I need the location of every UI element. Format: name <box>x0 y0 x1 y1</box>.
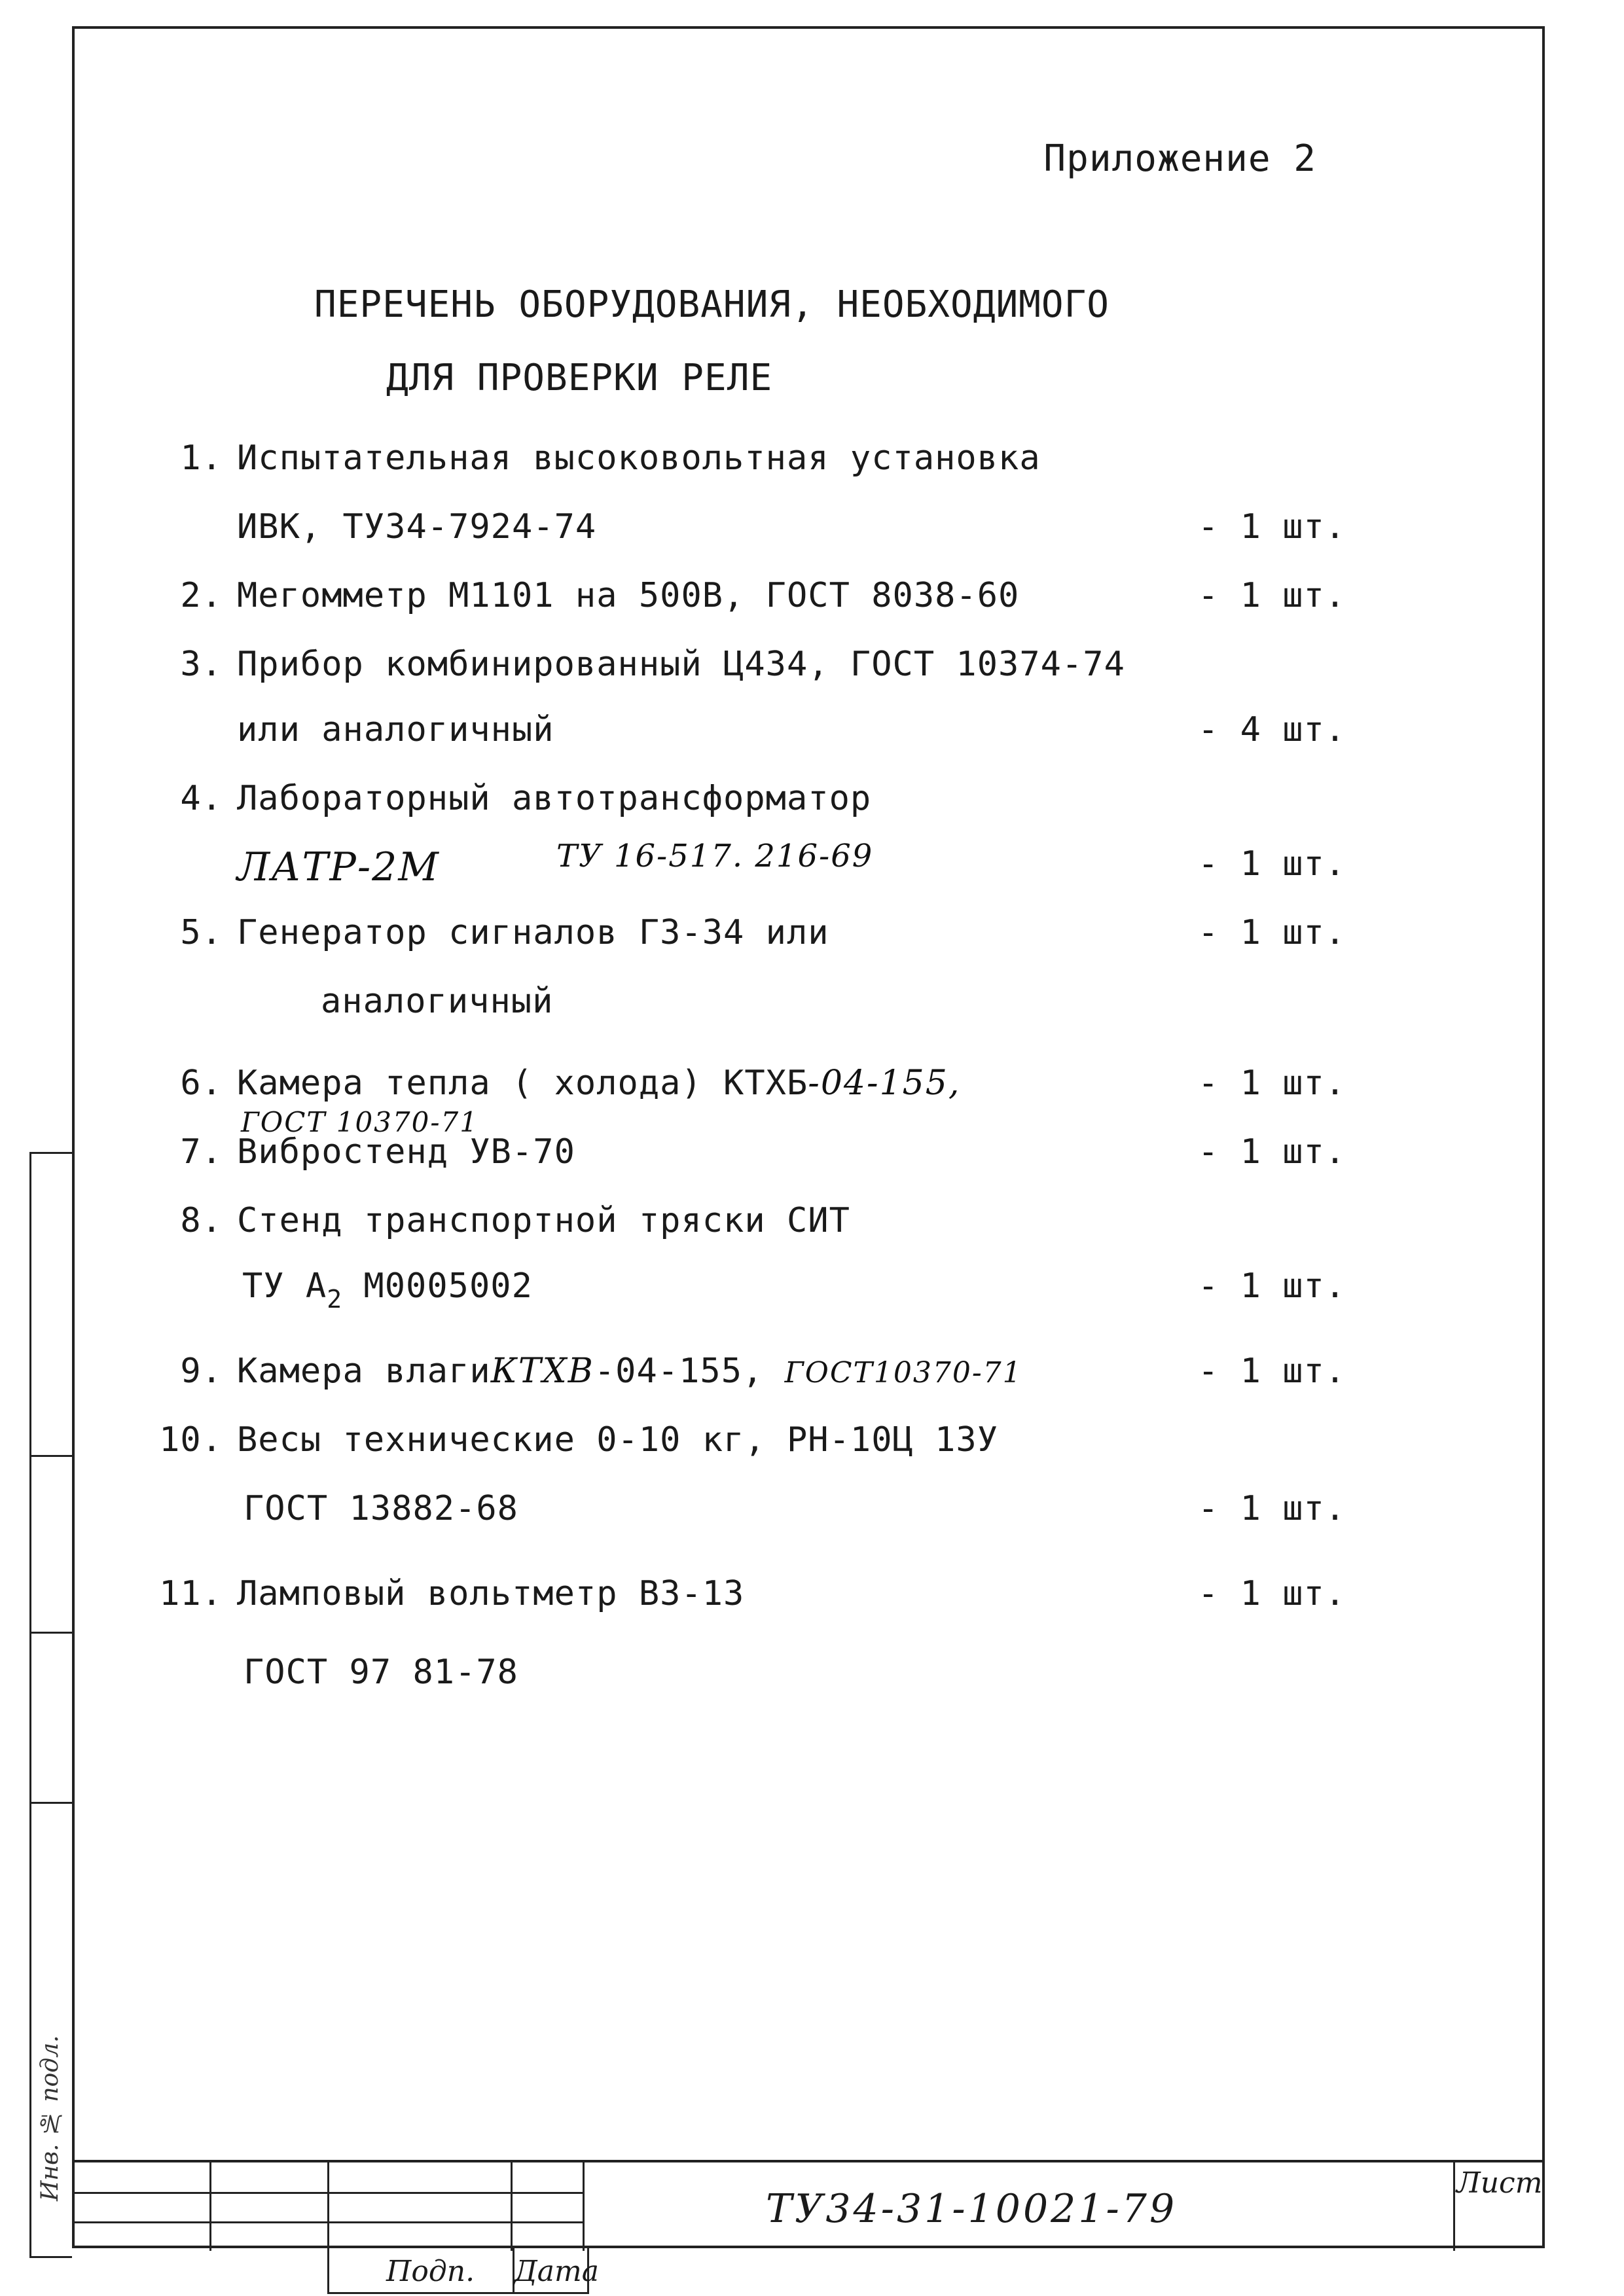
item-text: Камера влаги <box>237 1352 491 1391</box>
title-line-1: ПЕРЕЧЕНЬ ОБОРУДОВАНИЯ, НЕОБХОДИМОГО <box>314 283 1110 326</box>
item-quantity: - 1 шт. <box>1198 1352 1346 1391</box>
title-line-2: ДЛЯ ПРОВЕРКИ РЕЛЕ <box>386 357 773 399</box>
item-quantity: - 1 шт. <box>1198 1489 1346 1528</box>
document-number: ТУ34-31-10021-79 <box>766 2186 1178 2232</box>
handwritten-model: ЛАТР-2М <box>237 844 440 890</box>
item-text: Лабораторный автотрансформатор <box>237 779 872 818</box>
document-title <box>314 268 1110 415</box>
item-quantity: - 1 шт. <box>1198 1132 1346 1172</box>
handwritten-spec: ГОСТ10370-71 <box>784 1356 1022 1390</box>
item-text: Стенд транспортной тряски СИТ <box>237 1201 850 1240</box>
signature-label: Подп. <box>386 2255 475 2288</box>
item-number: 4. <box>180 779 223 818</box>
item-text: Испытательная высоковольтная установка <box>237 439 1041 478</box>
item-number: 1. <box>180 439 223 478</box>
item-text-suffix: -04-155, <box>594 1352 785 1391</box>
item-number: 7. <box>180 1132 223 1172</box>
list-item <box>151 1201 850 1240</box>
item-quantity: - 1 шт. <box>1198 1266 1346 1306</box>
side-stamp-strip <box>29 1152 72 2258</box>
item-number: 3. <box>180 645 223 684</box>
item-continuation: ГОСТ 97 81-78 <box>244 1653 518 1692</box>
item-quantity: - 1 шт. <box>1198 913 1346 952</box>
item-quantity: - 1 шт. <box>1198 844 1346 884</box>
item-number: 8. <box>180 1201 223 1240</box>
item-continuation <box>242 1266 533 1314</box>
item-continuation: аналогичный <box>321 982 554 1021</box>
item-text: Мегомметр М1101 на 500В, ГОСТ 8038-60 <box>237 576 1020 615</box>
handwritten-spec: ГОСТ 10370-71 <box>241 1106 478 1138</box>
list-item <box>151 1132 575 1172</box>
spec-prefix: ТУ А <box>242 1266 327 1306</box>
item-text: Камера тепла ( холода) КТХБ <box>237 1064 808 1103</box>
item-number: 6. <box>180 1064 223 1103</box>
spec-number: М0005002 <box>342 1266 533 1306</box>
list-item <box>151 439 1041 478</box>
item-number: 2. <box>180 576 223 615</box>
item-number: 11. <box>159 1574 223 1613</box>
list-item <box>151 779 871 818</box>
item-text: Весы технические 0-10 кг, РН-10Ц 13У <box>237 1420 999 1460</box>
item-quantity: - 1 шт. <box>1198 576 1346 615</box>
list-item <box>151 1064 960 1103</box>
list-item <box>151 1352 1022 1391</box>
side-stamp-note: Инв. № подл. <box>37 2035 63 2201</box>
date-label: Дата <box>514 2255 599 2288</box>
item-text: Вибростенд УВ-70 <box>237 1132 575 1172</box>
item-text: Генератор сигналов Г3-34 или <box>237 913 829 952</box>
item-text: Ламповый вольтметр В3-13 <box>237 1574 745 1613</box>
list-item <box>151 913 829 952</box>
list-item <box>151 1574 744 1613</box>
appendix-label: Приложение 2 <box>1043 137 1316 180</box>
item-quantity: - 4 шт. <box>1198 710 1346 749</box>
item-continuation: или аналогичный <box>237 710 554 749</box>
item-quantity: - 1 шт. <box>1198 1574 1346 1613</box>
item-quantity: - 1 шт. <box>1198 1064 1346 1103</box>
handwritten-model-suffix: -04-155, <box>808 1064 961 1103</box>
item-number: 9. <box>180 1352 223 1391</box>
item-number: 5. <box>180 913 223 952</box>
handwritten-spec: ТУ 16-517. 216-69 <box>556 838 874 874</box>
sheet-label: Лист <box>1456 2166 1543 2200</box>
item-continuation: ГОСТ 13882-68 <box>244 1489 518 1528</box>
spec-subscript: 2 <box>327 1285 343 1314</box>
list-item <box>151 645 1125 684</box>
list-item <box>151 576 1019 615</box>
list-item <box>151 1420 998 1460</box>
handwritten-model: КТХВ <box>490 1352 594 1391</box>
item-text: Прибор комбинированный Ц434, ГОСТ 10374-74 <box>237 645 1125 684</box>
item-quantity: - 1 шт. <box>1198 507 1346 547</box>
item-number: 10. <box>159 1420 223 1460</box>
item-continuation: ИВК, ТУ34-7924-74 <box>237 507 597 547</box>
